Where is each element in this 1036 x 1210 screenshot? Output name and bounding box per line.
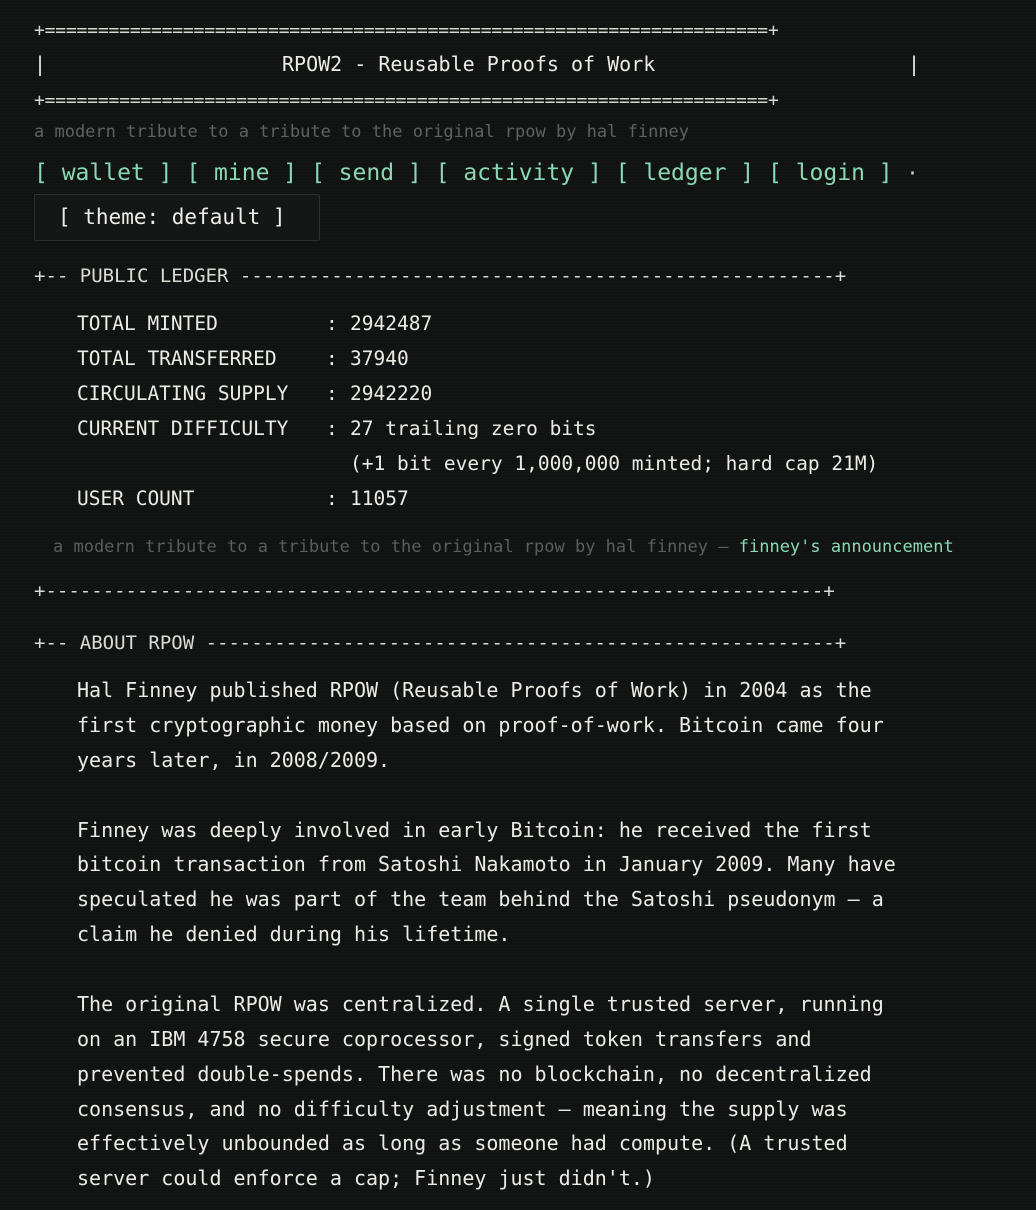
finney-announcement-link[interactable]: finney's announcement: [738, 537, 954, 557]
stat-value-total-transferred: 37940: [350, 347, 409, 370]
stat-value-user-count: 11057: [350, 487, 409, 510]
about-line: speculated he was part of the team behind the Satoshi pseudonym — a: [77, 887, 884, 911]
stat-label-user-count: USER COUNT: [77, 487, 195, 510]
stat-colon: :: [326, 382, 338, 405]
about-line: consensus, and no difficulty adjustment — meaning the supply was: [77, 1097, 848, 1121]
stat-label-circulating-supply: CIRCULATING SUPPLY: [77, 382, 289, 405]
about-line: Finney was deeply involved in early Bitcoin: he received the first: [77, 818, 872, 842]
stat-colon: :: [326, 487, 338, 510]
difficulty-note: (+1 bit every 1,000,000 minted; hard cap 21M): [350, 452, 879, 475]
about-line: server could enforce a cap; Finney just didn't.): [77, 1166, 655, 1190]
about-line: on an IBM 4758 secure coprocessor, signed token transfers and: [77, 1027, 812, 1051]
title-left-bar: |: [34, 52, 47, 76]
nav-send[interactable]: [ send ]: [310, 160, 422, 186]
ledger-footnote: [53, 537, 954, 557]
footnote-text: a modern tribute to a tribute to the original rpow by hal finney —: [53, 537, 739, 557]
about-line: claim he denied during his lifetime.: [77, 922, 511, 946]
bottom-rule: +====================================================================+: [34, 90, 779, 111]
page-title: RPOW2 - Reusable Proofs of Work: [282, 52, 656, 76]
stat-value-current-difficulty: 27 trailing zero bits: [350, 417, 597, 440]
ledger-header: +-- PUBLIC LEDGER ----------------------------------------------------+: [34, 265, 847, 287]
subtitle: a modern tribute to a tribute to the original rpow by hal finney: [34, 122, 690, 142]
about-line: bitcoin transaction from Satoshi Nakamoto in January 2009. Many have: [77, 852, 896, 876]
about-line: effectively unbounded as long as someone had compute. (A trusted: [77, 1131, 848, 1155]
theme-toggle-button[interactable]: [ theme: default ]: [34, 194, 320, 241]
main-nav: [34, 160, 919, 186]
about-line: The original RPOW was centralized. A single trusted server, running: [77, 992, 884, 1016]
nav-ledger[interactable]: [ ledger ]: [615, 160, 755, 186]
stat-value-total-minted: 2942487: [350, 312, 433, 335]
stat-colon: :: [326, 417, 338, 440]
nav-login[interactable]: [ login ]: [768, 160, 893, 186]
about-line: Hal Finney published RPOW (Reusable Proofs of Work) in 2004 as the: [77, 678, 872, 702]
stat-value-circulating-supply: 2942220: [350, 382, 433, 405]
about-header: +-- ABOUT RPOW -------------------------------------------------------+: [34, 632, 847, 654]
stat-colon: :: [326, 312, 338, 335]
title-right-bar: |: [907, 52, 920, 76]
top-rule: +====================================================================+: [34, 20, 779, 41]
stat-label-total-minted: TOTAL MINTED: [77, 312, 218, 335]
ledger-footer-rule: +--------------------------------------------------------------------+: [34, 580, 835, 602]
about-line: first cryptographic money based on proof-of-work. Bitcoin came four: [77, 713, 884, 737]
nav-wallet[interactable]: [ wallet ]: [34, 160, 173, 186]
about-line: years later, in 2008/2009.: [77, 748, 391, 772]
stat-label-current-difficulty: CURRENT DIFFICULTY: [77, 417, 289, 440]
nav-separator: ·: [906, 161, 919, 185]
stat-colon: :: [326, 347, 338, 370]
nav-activity[interactable]: [ activity ]: [435, 160, 602, 186]
about-line: prevented double-spends. There was no blockchain, no decentralized: [77, 1062, 872, 1086]
stat-label-total-transferred: TOTAL TRANSFERRED: [77, 347, 277, 370]
nav-mine[interactable]: [ mine ]: [186, 160, 298, 186]
